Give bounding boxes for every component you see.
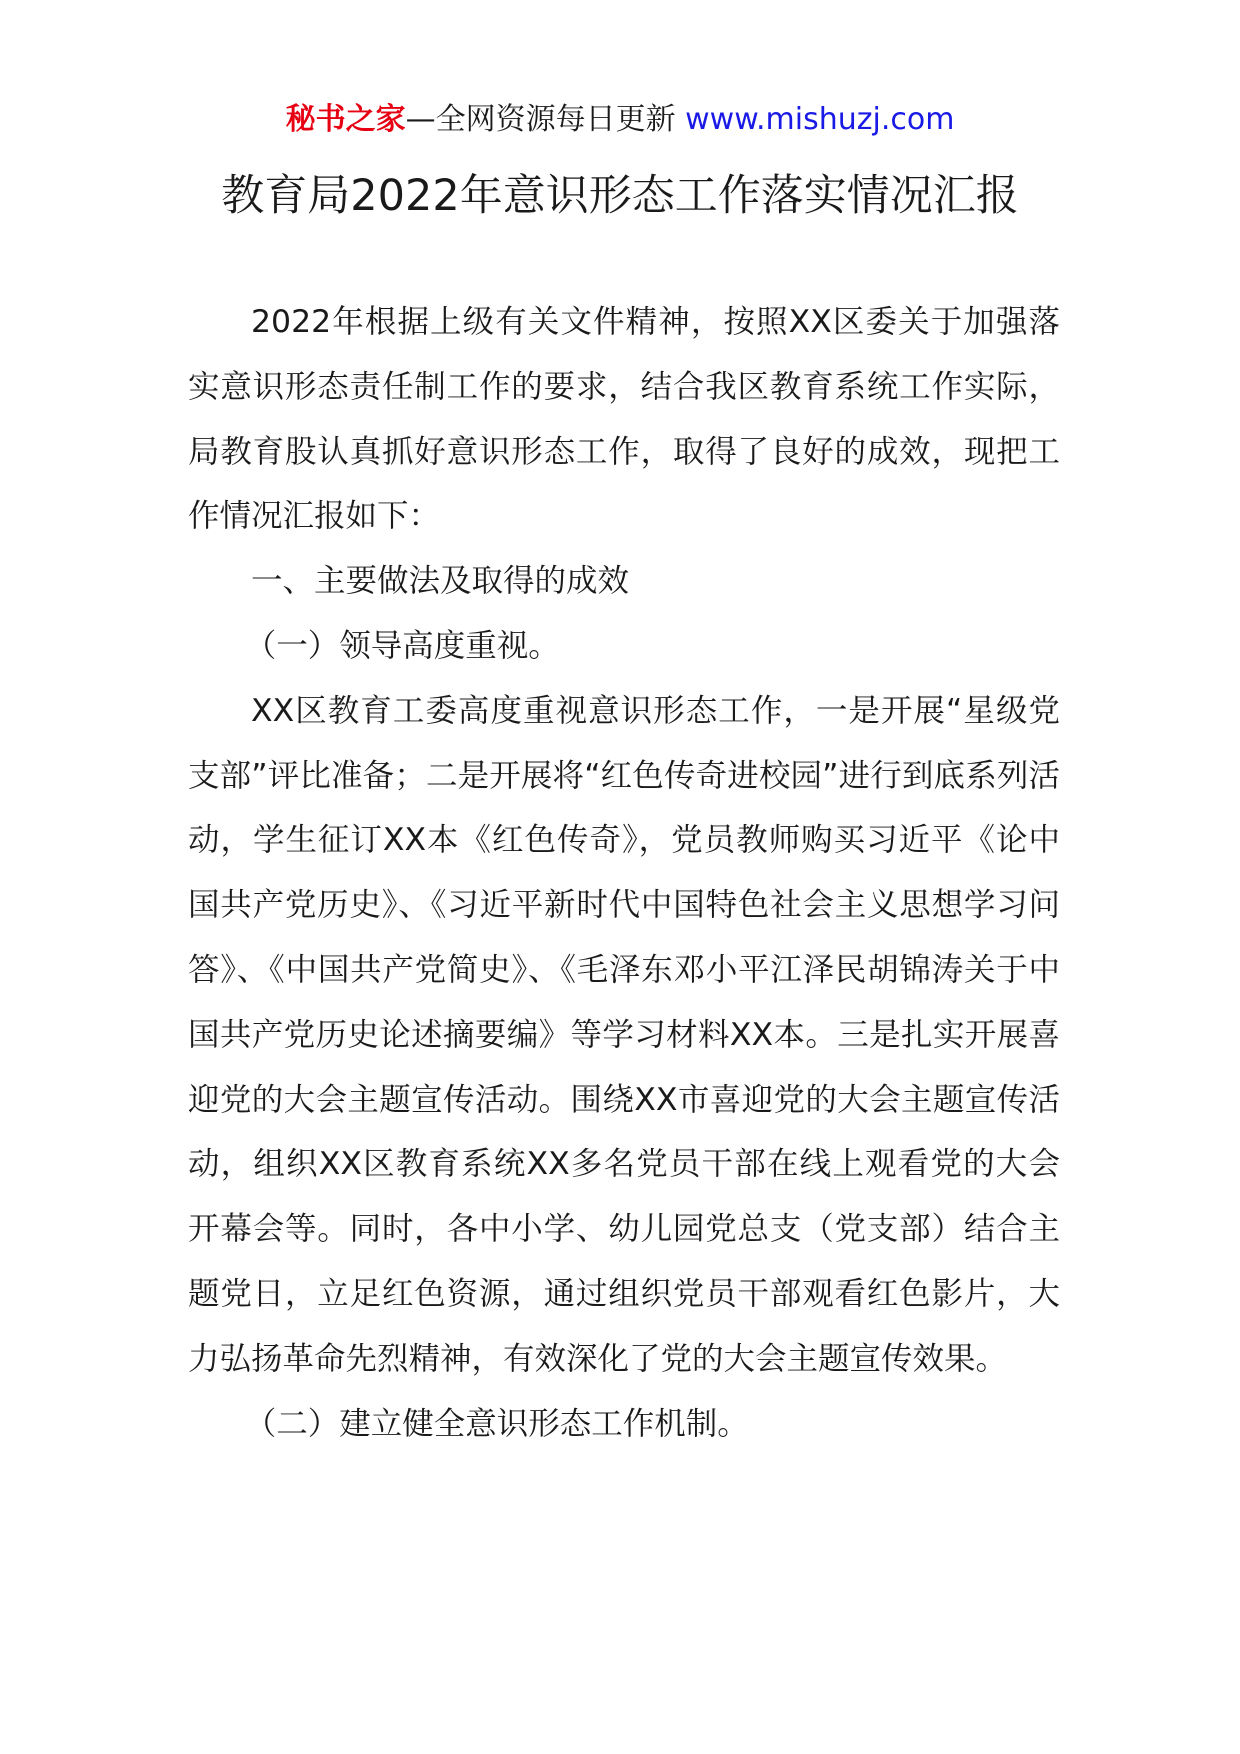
intro-paragraph: 2022年根据上级有关文件精神，按照XX区委关于加强落实意识形态责任制工作的要求，结合我区教育系统工作实际，局教育股认真抓好意识形态工作，取得了良好的成效，现把工作情况汇报如下： xyxy=(188,304,1060,535)
site-header xyxy=(0,100,1240,140)
section-heading-1: 一、主要做法及取得的成效 xyxy=(251,563,630,600)
document-title: 教育局2022年意识形态工作落实情况汇报 xyxy=(221,171,1019,221)
subsection-body-1: XX区教育工委高度重视意识形态工作，一是开展“星级党支部”评比准备；二是开展将“红色传奇进校园”进行到底系列活动，学生征订XX本《红色传奇》，党员教师购买习近平《论中国共产党历史》、《习近平新时代中国特色社会主义思想学习问答》、《中国共产党简史》、《毛泽东邓小平江泽民胡锦涛关于中国共产党历史论述摘要编》等学习材料XX本。三是扎实开展喜迎党的大会主题宣传活动。围绕XX市喜迎党的大会主题宣传活动，组织XX区教育系统XX多名党员干部在线上观看党的大会开幕会等。同时，各中小学、幼儿园党总支（党支部）结合主题党日，立足红色资源，通过组织党员干部观看红色影片，大力弘扬革命先烈精神，有效深化了党的大会主题宣传效果。 xyxy=(188,692,1060,1377)
site-brand: 秘书之家 xyxy=(285,102,406,137)
site-url-link[interactable]: www.mishuzj.com xyxy=(685,102,955,137)
subsection-heading-2: （二）建立健全意识形态工作机制。 xyxy=(244,1405,749,1442)
site-tagline: —全网资源每日更新 xyxy=(405,102,676,137)
document-body xyxy=(188,290,1060,1456)
subsection-heading-1: （一）领导高度重视。 xyxy=(244,627,560,664)
